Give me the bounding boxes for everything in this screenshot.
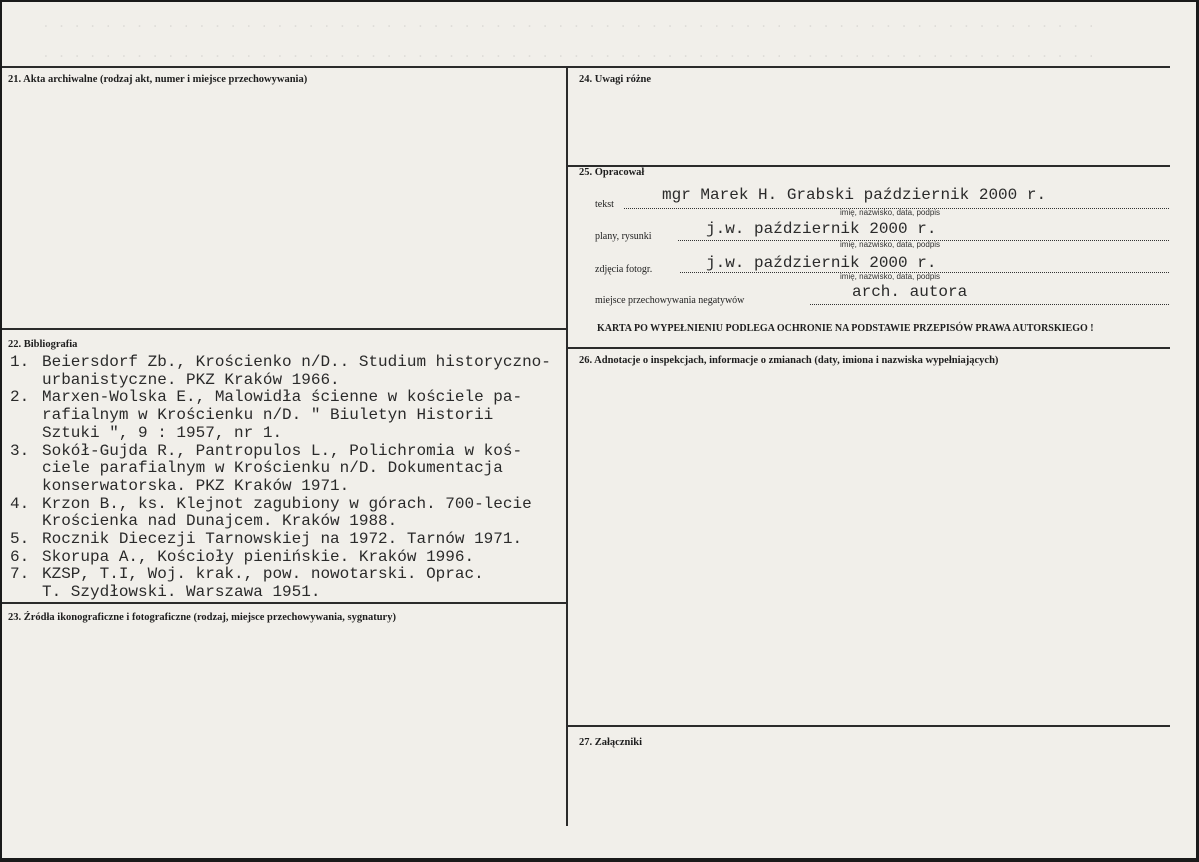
row-negatives-value: arch. autora	[852, 283, 968, 301]
bibliography-number: 6.	[10, 547, 30, 566]
bibliography-line: T. Szydłowski. Warszawa 1951.	[42, 583, 321, 602]
bibliography-entry	[10, 549, 590, 567]
bibliography-entry	[10, 389, 590, 442]
bibliography-line	[10, 566, 590, 584]
row-plans-label: plany, rysunki	[595, 231, 652, 242]
bibliography-line: rafialnym w Krościenku n/D. " Biuletyn Historii	[42, 406, 494, 425]
bibliography-text: Krzon B., ks. Klejnot zagubiony w górach. 700-lecie	[42, 494, 532, 513]
bibliography-line	[10, 354, 590, 372]
bibliography-number: 1.	[10, 353, 30, 371]
bibliography-number: 5.	[10, 530, 30, 549]
section-23-label: 23. Źródła ikonograficzne i fotograficzne (rodzaj, miejsce przechowywania, sygnatury)	[8, 612, 396, 623]
bibliography-line: Krościenka nad Dunajcem. Kraków 1988.	[42, 512, 398, 531]
bibliography-text: Beiersdorf Zb., Krościenko n/D.. Studium historyczno-	[42, 353, 551, 371]
bibliography-line	[10, 389, 590, 407]
rule-22-23	[2, 602, 567, 604]
catalog-card-back	[2, 2, 1196, 858]
section-27-label: 27. Załączniki	[579, 737, 643, 748]
section-24-label: 24. Uwagi różne	[579, 74, 652, 85]
rule-26-27	[567, 725, 1170, 727]
bibliography-line	[10, 549, 590, 567]
bibliography-line	[10, 443, 590, 461]
row-text-hint: imię, nazwisko, data, podpis	[840, 208, 941, 217]
bibliography-number: 4.	[10, 494, 30, 513]
row-photos-value: j.w. październik 2000 r.	[706, 254, 937, 272]
bibliography-line	[10, 531, 590, 549]
bibliography-entry	[10, 354, 590, 389]
section-26-label: 26. Adnotacje o inspekcjach, informacje o zmianach (daty, imiona i nazwiska wypełniających)	[579, 355, 999, 366]
bibliography-number: 3.	[10, 441, 30, 460]
row-negatives-dots	[810, 304, 1169, 305]
bibliography-entry	[10, 496, 590, 531]
bibliography-entry	[10, 566, 590, 601]
bibliography-line: konserwatorska. PKZ Kraków 1971.	[42, 476, 350, 495]
section-25-label: 25. Opracował	[579, 167, 645, 178]
bibliography-line: Sztuki ", 9 : 1957, nr 1.	[42, 423, 283, 442]
section-21-label: 21. Akta archiwalne (rodzaj akt, numer i miejsce przechowywania)	[8, 74, 308, 85]
bibliography-entry	[10, 531, 590, 549]
bibliography-text: Marxen-Wolska E., Malowidła ścienne w kościele pa-	[42, 388, 523, 407]
bibliography-line: urbanistyczne. PKZ Kraków 1966.	[42, 370, 340, 389]
copyright-notice: KARTA PO WYPEŁNIENIU PODLEGA OCHRONIE NA PODSTAWIE PRZEPISÓW PRAWA AUTORSKIEGO !	[597, 323, 1094, 334]
row-plans-hint: imię, nazwisko, data, podpis	[840, 240, 941, 249]
bibliography-list	[10, 354, 590, 602]
rule-21-22	[2, 328, 567, 330]
bibliography-text: Skorupa A., Kościoły pienińskie. Kraków 1996.	[42, 547, 475, 566]
show-through-text: . . . . . . . . . . . . . . . . . . . . . . . . . . . . . . . . . . . . . . . . . . . . . . . . . . . . . . . . . . . . . . . . . . . .	[42, 16, 1096, 31]
show-through-text: . . . . . . . . . . . . . . . . . . . . . . . . . . . . . . . . . . . . . . . . . . . . . . . . . . . . . . . . . . . . . . . . . . . .	[42, 46, 1096, 61]
section-22-label: 22. Bibliografia	[8, 339, 78, 350]
row-photos-label: zdjęcia fotogr.	[595, 264, 653, 275]
rule-24-25	[567, 165, 1170, 167]
row-negatives-label: miejsce przechowywania negatywów	[595, 295, 745, 306]
bibliography-line: ciele parafialnym w Krościenku n/D. Dokumentacja	[42, 459, 503, 478]
row-text-label: tekst	[595, 199, 614, 210]
row-text-value: mgr Marek H. Grabski październik 2000 r.	[662, 186, 1047, 204]
bibliography-text: KZSP, T.I, Woj. krak., pow. nowotarski. Oprac.	[42, 565, 484, 584]
rule-25-26	[567, 347, 1170, 349]
bibliography-entry	[10, 443, 590, 496]
top-rule	[2, 66, 1170, 68]
row-photos-hint: imię, nazwisko, data, podpis	[840, 272, 941, 281]
row-plans-value: j.w. październik 2000 r.	[706, 220, 937, 238]
bibliography-number: 7.	[10, 565, 30, 584]
bibliography-text: Sokół-Gujda R., Pantropulos L., Polichromia w koś-	[42, 441, 523, 460]
bibliography-line	[10, 496, 590, 514]
bibliography-number: 2.	[10, 388, 30, 407]
bibliography-text: Rocznik Diecezji Tarnowskiej na 1972. Tarnów 1971.	[42, 530, 523, 549]
